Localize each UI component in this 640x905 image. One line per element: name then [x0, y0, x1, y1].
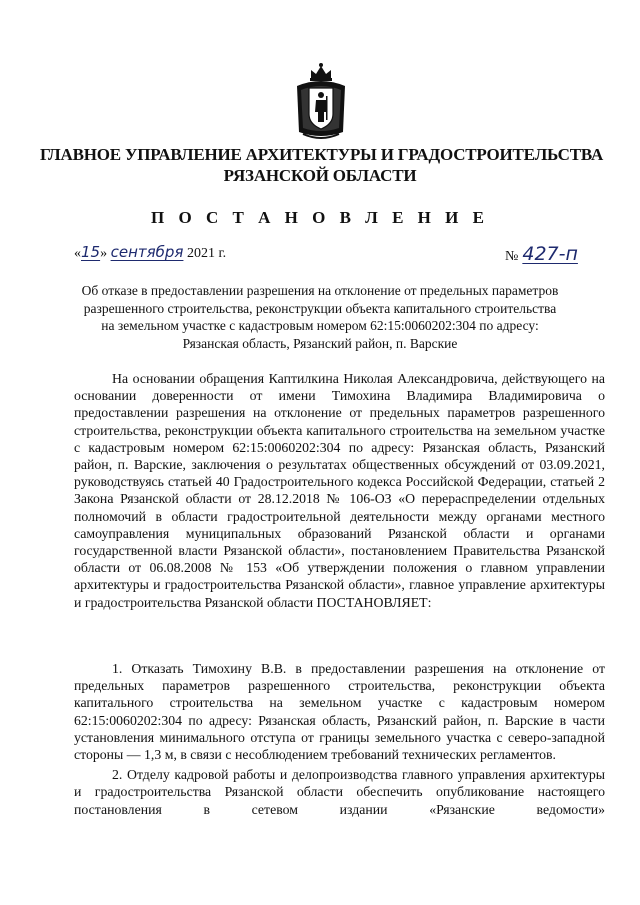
date-year: 2021 г.	[183, 246, 227, 261]
number-value: 427-п	[522, 243, 578, 265]
preamble-section	[74, 370, 605, 611]
document-number	[505, 243, 578, 265]
document-subject	[60, 282, 580, 352]
subject-line-4: Рязанская область, Рязанский район, п. Варские	[182, 335, 458, 351]
resolution-items	[74, 660, 605, 821]
subject-line-2: разрешенного строительства, реконструкции объекта капитального строительства	[83, 300, 557, 316]
coat-of-arms-icon	[293, 62, 349, 140]
document-title: П О С Т А Н О В Л Е Н И Е	[151, 208, 489, 227]
resolution-item-2: 2. Отделу кадровой работы и делопроизводства главного управления архитектуры и градостроительства Рязанской области обеспечить опубликование настоящего постановления в сетевом издании «Рязанские ведомости»	[74, 767, 605, 817]
subject-line-3: на земельном участке с кадастровым номером 62:15:0060202:304 по адресу:	[101, 318, 539, 333]
date-month: сентября	[110, 243, 184, 261]
document-date	[74, 243, 226, 265]
date-close-quote: »	[100, 246, 108, 261]
organization-header	[40, 144, 604, 186]
preamble-paragraph: На основании обращения Каптилкина Николая Александровича, действующего на основании доверенности от имени Тимохина Владимира Владимировича о предоставлении разрешения на отклонение от предельных параметров разрешенного строительства, реконструкции объекта капитального строительства на земельном участке с кадастровым номером 62:15:0060202:304 по адресу: Рязанская область, Рязанский район, п. Варские, заключения о результатах общественных обсуждений от 03.09.2021, руководствуясь статьей 40 Градостроительного кодекса Российской Федерации, статьей 2 Закона Рязанской области от 28.12.2018 № 106-ОЗ «О перераспределении отдельных полномочий в области градостроительной деятельности между органами местного самоуправления муниципальных образований Рязанской области и органами государственной власти Рязанской области», постановлением Правительства Рязанской области от 06.08.2008 № 153 «Об утверждении положения о главном управлении архитектуры и градостроительства Рязанской области», главное управление архитектуры и градостроительства Рязанской области ПОСТАНОВЛЯЕТ:	[74, 371, 605, 610]
resolution-item-1: 1. Отказать Тимохину В.В. в предоставлении разрешения на отклонение от предельных параметров разрешенного строительства, реконструкции объекта капитального строительства на земельном участке с кадастровым номером 62:15:0060202:304 по адресу: Рязанская область, Рязанский район, п. Варские в части установления минимального отступа от границы земельного участка с северо-западной стороны — 1,3 м, в связи с несоблюдением требований технических регламентов.	[74, 661, 605, 763]
subject-line-1: Об отказе в предоставлении разрешения на отклонение от предельных параметров	[81, 283, 559, 298]
date-day: 15	[81, 243, 101, 261]
number-sign: №	[505, 249, 519, 264]
organization-line-2: РЯЗАНСКОЙ ОБЛАСТИ	[223, 166, 417, 185]
organization-line-1: ГЛАВНОЕ УПРАВЛЕНИЕ АРХИТЕКТУРЫ И ГРАДОСТРОИТЕЛЬСТВА	[40, 145, 604, 164]
date-open-quote: «	[74, 246, 81, 261]
